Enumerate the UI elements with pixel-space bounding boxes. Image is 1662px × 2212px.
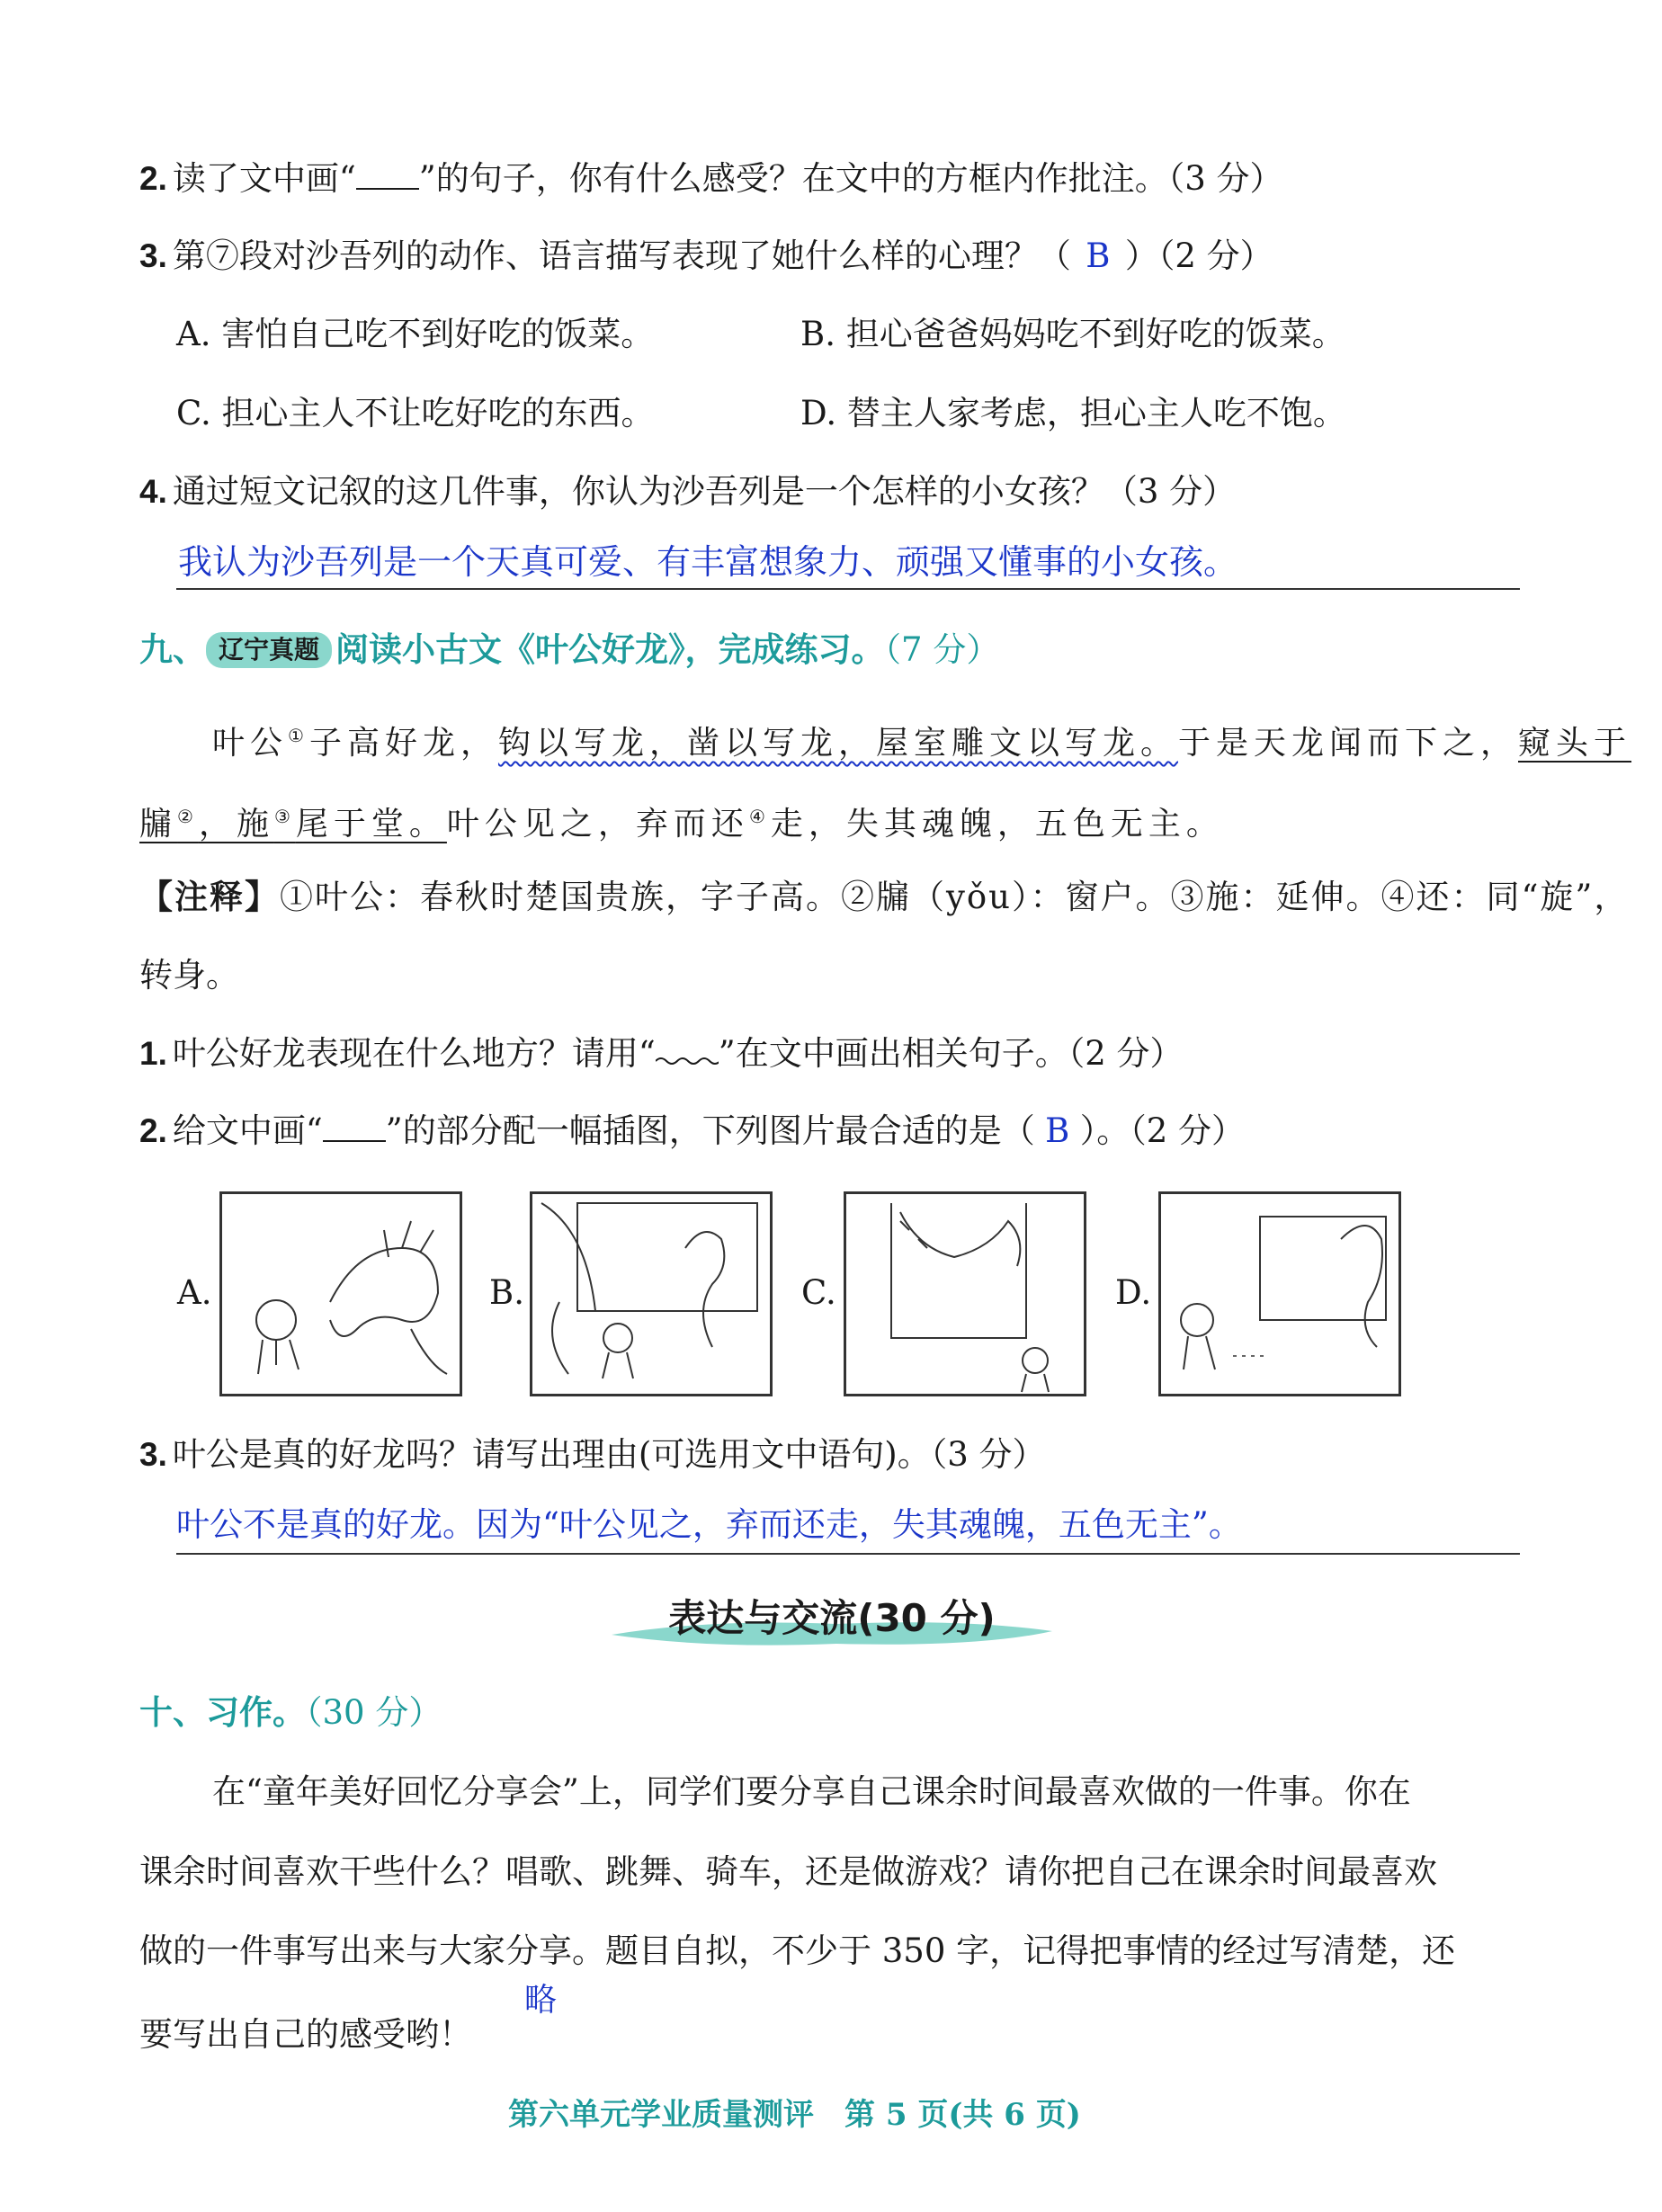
question-number: 3. <box>139 237 167 274</box>
answer-text: 我认为沙吾列是一个天真可爱、有丰富想象力、顽强又懂事的小女孩。 <box>178 542 1238 582</box>
section-banner <box>603 1592 1061 1655</box>
picture-d <box>1158 1191 1401 1396</box>
prompt-line-1: 在“童年美好回忆分享会”上，同学们要分享自己课余时间最喜欢做的一件事。你在 <box>212 1772 1411 1811</box>
prompt-line-4: 要写出自己的感受哟！ <box>139 2015 472 2054</box>
underline-blank <box>356 161 419 190</box>
underlined-text: 窥头于 <box>1518 725 1632 762</box>
question-number: 2. <box>139 1112 167 1149</box>
picture-label-c: C. <box>801 1273 836 1312</box>
picture-label-b: B. <box>489 1273 524 1312</box>
picture-c <box>844 1191 1086 1396</box>
question-4: 4. 通过短文记叙的这几件事，你认为沙吾列是一个怎样的小女孩？（3 分） <box>139 472 1237 511</box>
banner-title: 表达与交流(30 分) <box>668 1596 996 1640</box>
section-9-title: 九、 辽宁真题 阅读小古文《叶公好龙》，完成练习。（7 分） <box>139 630 1000 669</box>
answer-line <box>176 588 1520 590</box>
notes: 【注释】①叶公：春秋时楚国贵族，字子高。②牖（yǒu）：窗户。③施：延伸。④还：同“旋”， <box>139 878 1630 916</box>
passage-question-1: 1. 叶公好龙表现在什么地方？请用“ ”在文中画出相关句子。（2 分） <box>139 1034 1184 1073</box>
question-number: 4. <box>139 473 167 510</box>
passage-line-2: 牖②，施③尾于堂。叶公见之，弃而还④走，失其魂魄，五色无主。 <box>139 806 1224 843</box>
picture-label-d: D. <box>1115 1273 1152 1312</box>
option-b: B. 担心爸爸妈妈吃不到好吃的饭菜。 <box>800 315 1345 353</box>
question-3: 3. 第⑦段对沙吾列的动作、语言描写表现了她什么样的心理？（ B ）（2 分） <box>139 234 1273 279</box>
page-footer: 第六单元学业质量测评 第 5 页(共 6 页) <box>508 2097 1081 2133</box>
option-d: D. 替主人家考虑，担心主人吃不饱。 <box>800 394 1346 433</box>
answer-text: 叶公不是真的好龙。因为“叶公见之，弃而还走，失其魂魄，五色无主”。 <box>176 1505 1242 1544</box>
question-2: 2. 读了文中画“ ”的句子，你有什么感受？在文中的方框内作批注。（3 分） <box>139 159 1283 198</box>
notes-continued: 转身。 <box>139 956 239 995</box>
illustration-dragon-from-ceiling <box>846 1194 1084 1394</box>
underline-blank <box>323 1113 386 1142</box>
option-c: C. 担心主人不让吃好吃的东西。 <box>176 394 655 433</box>
source-tag: 辽宁真题 <box>206 632 332 668</box>
passage-question-3: 3. 叶公是真的好龙吗？请写出理由(可选用文中语句)。（3 分） <box>139 1435 1046 1474</box>
picture-b <box>530 1191 773 1396</box>
illustration-dragon-chasing-man <box>222 1194 460 1394</box>
answer-line <box>176 1553 1520 1555</box>
question-number: 2. <box>139 160 167 197</box>
passage-line-1: 叶公①子高好龙，钩以写龙，凿以写龙，屋室雕文以写龙。于是天龙闻而下之，窥头于 <box>212 725 1632 762</box>
answer-choice: B <box>1086 236 1111 275</box>
picture-a <box>219 1191 462 1396</box>
essay-answer: 略 <box>524 1982 558 2019</box>
answer-choice: B <box>1045 1111 1070 1150</box>
picture-label-a: A. <box>177 1273 212 1312</box>
illustration-dragon-window-man-fleeing <box>1161 1194 1398 1394</box>
section-10-title: 十、习作。（30 分） <box>139 1693 442 1732</box>
prompt-line-3: 做的一件事写出来与大家分享。题目自拟，不少于 350 字，记得把事情的经过写清楚，还 <box>139 1931 1456 1970</box>
illustration-dragon-at-window <box>532 1194 770 1394</box>
wavy-underlined-text: 钩以写龙，凿以写龙，屋室雕文以写龙。 <box>497 725 1178 762</box>
prompt-line-2: 课余时间喜欢干些什么？唱歌、跳舞、骑车，还是做游戏？请你把自己在课余时间最喜欢 <box>139 1852 1437 1891</box>
question-number: 3. <box>139 1436 167 1473</box>
notes-label: 【注释】 <box>139 878 280 916</box>
question-number: 1. <box>139 1035 167 1072</box>
wavy-blank <box>656 1038 719 1065</box>
option-a: A. 害怕自己吃不到好吃的饭菜。 <box>176 315 655 353</box>
passage-question-2: 2. 给文中画“ ”的部分配一幅插图，下列图片最合适的是（ B ）。（2 分） <box>139 1109 1245 1154</box>
